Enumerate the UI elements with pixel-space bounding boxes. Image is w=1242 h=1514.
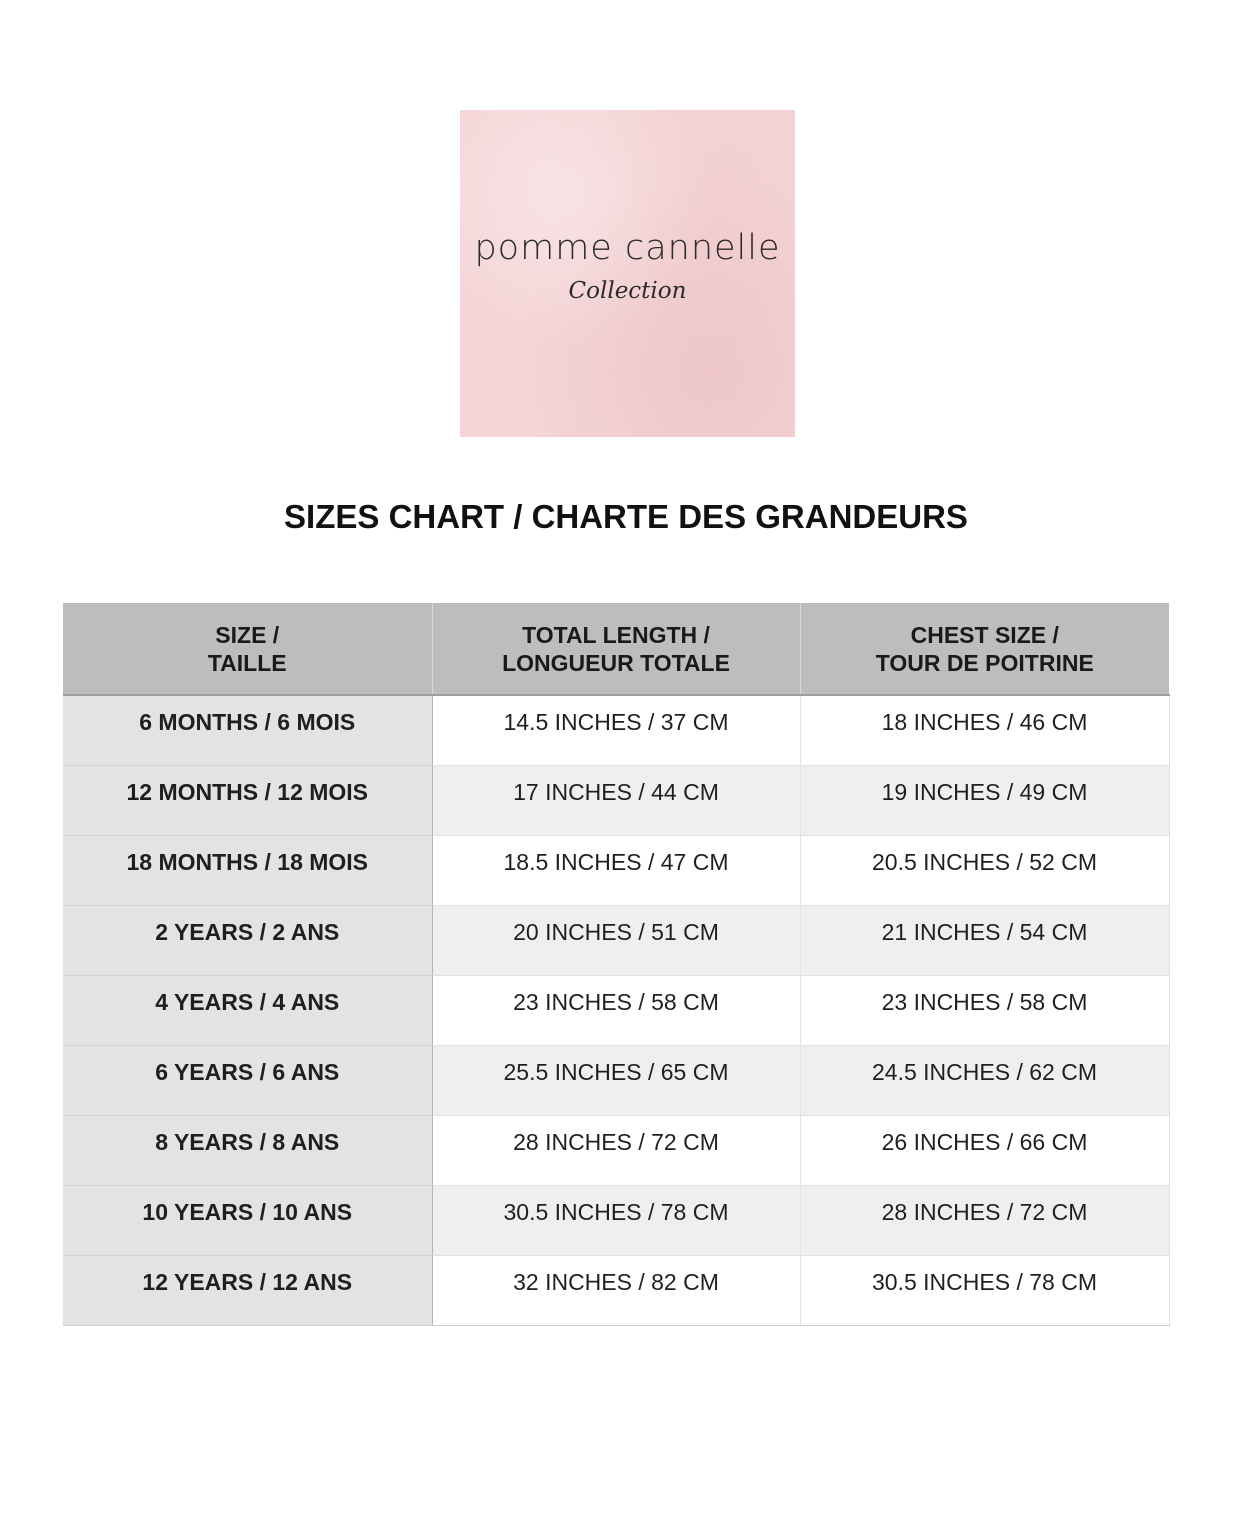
table-row bbox=[63, 765, 1169, 835]
header-size bbox=[63, 603, 432, 695]
chest-cell: 19 INCHES / 49 CM bbox=[800, 765, 1169, 835]
chest-cell: 20.5 INCHES / 52 CM bbox=[800, 835, 1169, 905]
table-row bbox=[63, 1185, 1169, 1255]
chest-cell: 30.5 INCHES / 78 CM bbox=[800, 1255, 1169, 1325]
chest-cell: 18 INCHES / 46 CM bbox=[800, 695, 1169, 765]
table-row bbox=[63, 835, 1169, 905]
length-cell: 28 INCHES / 72 CM bbox=[432, 1115, 800, 1185]
chest-cell: 23 INCHES / 58 CM bbox=[800, 975, 1169, 1045]
length-cell: 18.5 INCHES / 47 CM bbox=[432, 835, 800, 905]
size-cell: 6 MONTHS / 6 MOIS bbox=[63, 695, 432, 765]
size-cell: 2 YEARS / 2 ANS bbox=[63, 905, 432, 975]
page-title: SIZES CHART / CHARTE DES GRANDEURS bbox=[284, 498, 968, 535]
logo-collection-label: Collection bbox=[568, 278, 687, 304]
table-row bbox=[63, 975, 1169, 1045]
size-cell: 6 YEARS / 6 ANS bbox=[63, 1045, 432, 1115]
chest-cell: 24.5 INCHES / 62 CM bbox=[800, 1045, 1169, 1115]
size-cell: 12 MONTHS / 12 MOIS bbox=[63, 765, 432, 835]
length-cell: 17 INCHES / 44 CM bbox=[432, 765, 800, 835]
length-cell: 23 INCHES / 58 CM bbox=[432, 975, 800, 1045]
chest-cell: 28 INCHES / 72 CM bbox=[800, 1185, 1169, 1255]
table-header-row bbox=[63, 603, 1169, 695]
header-length-line2: LONGUEUR TOTALE bbox=[502, 649, 730, 676]
header-chest-size bbox=[800, 603, 1169, 695]
size-chart-table bbox=[63, 603, 1170, 1326]
size-cell: 4 YEARS / 4 ANS bbox=[63, 975, 432, 1045]
size-cell: 10 YEARS / 10 ANS bbox=[63, 1185, 432, 1255]
table-row bbox=[63, 695, 1169, 765]
logo-brand-name: pomme cannelle bbox=[474, 228, 781, 268]
table-row bbox=[63, 1045, 1169, 1115]
size-cell: 12 YEARS / 12 ANS bbox=[63, 1255, 432, 1325]
brand-logo bbox=[460, 110, 795, 437]
header-size-line1: SIZE / bbox=[215, 621, 280, 648]
header-total-length bbox=[432, 603, 800, 695]
length-cell: 30.5 INCHES / 78 CM bbox=[432, 1185, 800, 1255]
table-row bbox=[63, 1115, 1169, 1185]
chest-cell: 21 INCHES / 54 CM bbox=[800, 905, 1169, 975]
chest-cell: 26 INCHES / 66 CM bbox=[800, 1115, 1169, 1185]
header-chest-line2: TOUR DE POITRINE bbox=[875, 649, 1094, 676]
header-length-line1: TOTAL LENGTH / bbox=[522, 621, 710, 648]
table-row bbox=[63, 905, 1169, 975]
size-cell: 18 MONTHS / 18 MOIS bbox=[63, 835, 432, 905]
length-cell: 32 INCHES / 82 CM bbox=[432, 1255, 800, 1325]
length-cell: 14.5 INCHES / 37 CM bbox=[432, 695, 800, 765]
size-cell: 8 YEARS / 8 ANS bbox=[63, 1115, 432, 1185]
table-row bbox=[63, 1255, 1169, 1325]
length-cell: 20 INCHES / 51 CM bbox=[432, 905, 800, 975]
header-size-line2: TAILLE bbox=[207, 649, 287, 676]
header-chest-line1: CHEST SIZE / bbox=[910, 621, 1059, 648]
length-cell: 25.5 INCHES / 65 CM bbox=[432, 1045, 800, 1115]
